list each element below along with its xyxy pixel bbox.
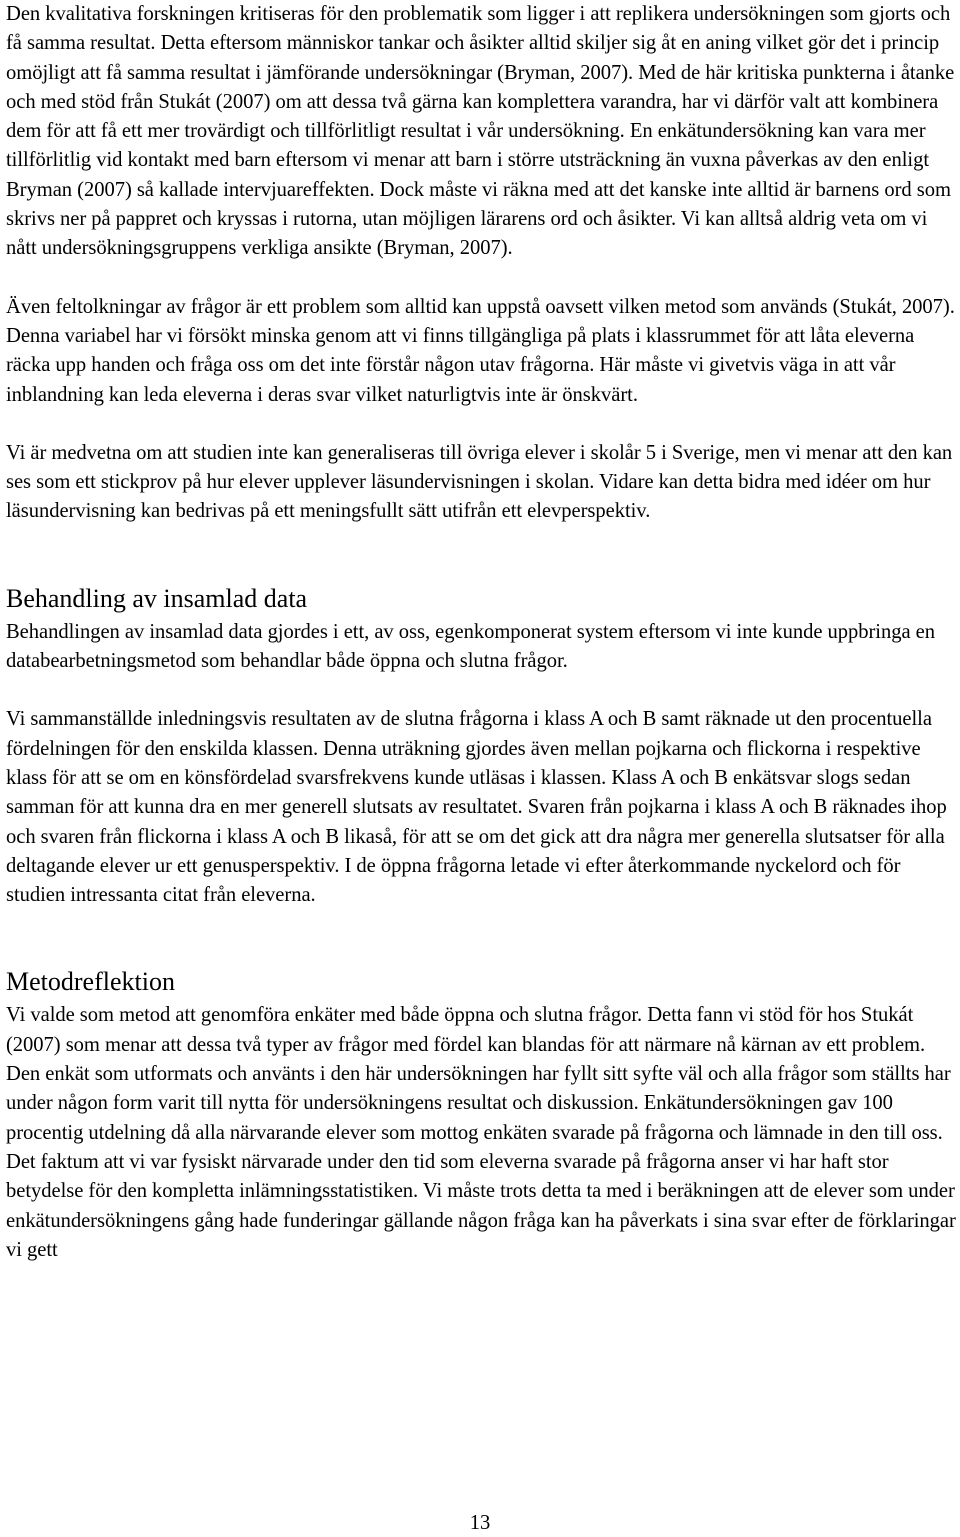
document-page <box>6 0 956 1265</box>
paragraph-misinterpretation: Även feltolkningar av frågor är ett problem som alltid kan uppstå oavsett vilken metod som används (Stukát, 2007). Denna variabel har vi försökt minska genom att vi finns tillgängliga på plats i klassrummet för att låta eleverna räcka upp handen och fråga oss om det inte förstår någon utav frågorna. Här måste vi givetvis väga in att vår inblandning kan leda eleverna i deras svar vilket naturligtvis inte är önskvärt. <box>6 295 955 406</box>
paragraph-generalisation: Vi är medvetna om att studien inte kan generaliseras till övriga elever i skolår 5 i Sverige, men vi menar att den kan ses som ett stickprov på hur elever upplever läsundervisningen i skolan. Vidare kan detta bidra med idéer om hur läsundervisning kan bedrivas på ett meningsfullt sätt utifrån ett elevperspektiv. <box>6 441 953 523</box>
paragraph-qualitative-critique: Den kvalitativa forskningen kritiseras för den problematik som ligger i att replikera undersökningen som gjorts och få samma resultat. Detta eftersom människor tankar och åsikter alltid skiljer sig åt en aning vilket gör det i princip omöjligt att få samma resultat i jämförande undersökningar (Bryman, 2007). Med de här kritiska punkterna i åtanke och med stöd från Stukát (2007) om att dessa två gärna kan komplettera varandra, har vi därför valt att kombinera dem för att få ett mer trovärdigt och tillförlitligt resultat i vår undersökning. En enkätundersökning kan vara mer tillförlitlig vid kontakt med barn eftersom vi menar att barn i större utsträckning än vuxna påverkas av den enligt Bryman (2007) så kallade intervjuareffekten. Dock måste vi räkna med att det kanske inte alltid är barnens ord som skrivs ner på pappret och kryssas i rutorna, utan möjligen lärarens ord och åsikter. Vi kan alltså aldrig veta om vi nått undersökningsgruppens verkliga ansikte (Bryman, 2007). <box>6 3 955 260</box>
heading-behandling: Behandling av insamlad data <box>6 583 308 613</box>
paragraph-metodreflektion: Vi valde som metod att genomföra enkäter med både öppna och slutna frågor. Detta fann vi stöd för hos Stukát (2007) som menar att dessa två typer av frågor med fördel kan blandas för att närmare nå kärnan av ett problem. Den enkät som utformats och använts i den här undersökningen har fyllt sitt syfte väl och alla frågor som ställts har under någon form varit till nytta för undersökningens resultat och diskussion. Enkätundersökningen gav 100 procentig utdelning då alla närvarande elever som mottog enkäten svarade på frågorna och lämnade in den till oss. Det faktum att vi var fysiskt närvarade under den tid som eleverna svarade på frågorna anser vi har haft stor betydelse för den kompletta inlämningsstatistiken. Vi måste trots detta ta med i beräkningen att de elever som under enkätundersökningens gång hade funderingar gällande någon fråga kan ha påverkats i sina svar efter de förklaringar vi gett <box>6 1004 956 1261</box>
page-number: 13 <box>469 1512 491 1534</box>
heading-metodreflektion: Metodreflektion <box>6 967 175 997</box>
paragraph-behandling-method: Vi sammanställde inledningsvis resultaten av de slutna frågorna i klass A och B samt räknade ut den procentuella fördelningen för den enskilda klassen. Denna uträkning gjordes även mellan pojkarna och flickorna i respektive klass för att se om en könsfördelad svarsfrekvens kunde utläsas i klassen. Klass A och B enkätsvar slogs sedan samman för att kunna dra en mer generell slutsats av resultatet. Svaren från pojkarna i klass A och B räknades ihop och svaren från flickorna i klass A och B likaså, för att se om det gick att dra några mer generella slutsatser för alla deltagande elever ur ett genusperspektiv. I de öppna frågorna letade vi efter återkommande nyckelord och för studien intressanta citat från eleverna. <box>6 708 947 907</box>
paragraph-behandling-intro: Behandlingen av insamlad data gjordes i ett, av oss, egenkomponerat system eftersom vi inte kunde uppbringa en databearbetningsmetod som behandlar både öppna och slutna frågor. <box>6 620 935 673</box>
